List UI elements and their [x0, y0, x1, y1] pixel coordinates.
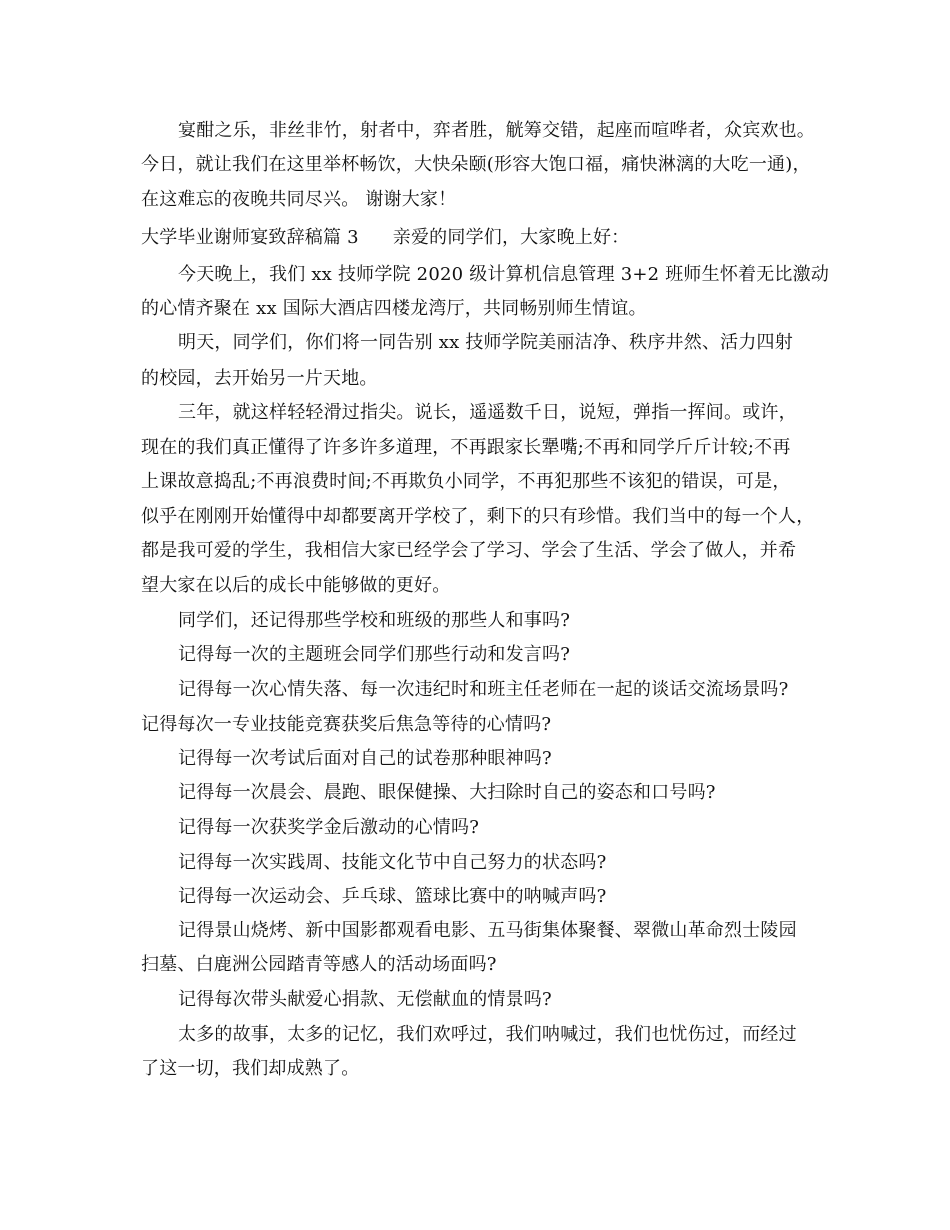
- section-title: 大学毕业谢师宴致辞稿篇 3: [141, 227, 359, 248]
- paragraph-line: 的校园，去开始另一片天地。: [141, 368, 378, 389]
- paragraph-line: 现在的我们真正懂得了许多许多道理，不再跟家长犟嘴;不再和同学斤斤计较;不再: [141, 437, 791, 458]
- paragraph-line: 今天晚上，我们 xx 技师学院 2020 级计算机信息管理 3+2 班师生怀着无比激动: [178, 264, 830, 285]
- paragraph-line: 记得每次一专业技能竞赛获奖后焦急等待的心情吗?: [141, 714, 552, 735]
- paragraph-line: 记得每一次考试后面对自己的试卷那种眼神吗?: [178, 748, 552, 769]
- paragraph-line: 宴酣之乐，非丝非竹，射者中，弈者胜，觥筹交错，起座而喧哗者，众宾欢也。: [178, 120, 815, 141]
- paragraph-line: 的心情齐聚在 xx 国际大酒店四楼龙湾厅，共同畅别师生情谊。: [141, 298, 647, 319]
- paragraph-line: 都是我可爱的学生，我相信大家已经学会了学习、学会了生活、学会了做人，并希: [141, 540, 797, 561]
- section-heading: [141, 226, 629, 250]
- paragraph-line: 了这一切，我们却成熟了。: [141, 1058, 360, 1079]
- paragraph-line: 记得每一次晨会、晨跑、眼保健操、大扫除时自己的姿态和口号吗?: [178, 782, 716, 803]
- paragraph-line: 在这难忘的夜晚共同尽兴。 谢谢大家！: [141, 189, 457, 210]
- paragraph-line: 记得每一次的主题班会同学们那些行动和发言吗?: [178, 644, 571, 665]
- paragraph-line: 记得每一次心情失落、每一次违纪时和班主任老师在一起的谈话交流场景吗?: [178, 679, 789, 700]
- paragraph-line: 记得每次带头献爱心捐款、无偿献血的情景吗?: [178, 989, 552, 1010]
- paragraph-line: 记得每一次获奖学金后激动的心情吗?: [178, 817, 480, 838]
- paragraph-line: 太多的故事，太多的记忆，我们欢呼过，我们呐喊过，我们也忧伤过，而经过: [178, 1024, 797, 1045]
- paragraph-line: 似乎在刚刚开始懂得中却都要离开学校了，剩下的只有珍惜。我们当中的每一个人，: [141, 506, 815, 527]
- paragraph-line: 记得每一次运动会、乒乓球、篮球比赛中的呐喊声吗?: [178, 886, 607, 907]
- paragraph-line: 扫墓、白鹿洲公园踏青等感人的活动场面吗?: [141, 954, 497, 975]
- paragraph-line: 三年，就这样轻轻滑过指尖。说长，遥遥数千日，说短，弹指一挥间。或许，: [178, 402, 797, 423]
- paragraph-line: 记得每一次实践周、技能文化节中自己努力的状态吗?: [178, 852, 607, 873]
- greeting: 亲爱的同学们，大家晚上好：: [392, 227, 630, 248]
- paragraph-line: 今日，就让我们在这里举杯畅饮，大快朵颐(形容大饱口福，痛快淋漓的大吃一通)，: [141, 154, 811, 175]
- paragraph-line: 记得景山烧烤、新中国影都观看电影、五马街集体聚餐、翠微山革命烈士陵园: [178, 920, 797, 941]
- paragraph-line: 同学们，还记得那些学校和班级的那些人和事吗?: [178, 610, 571, 631]
- paragraph-line: 明天，同学们，你们将一同告别 xx 技师学院美丽洁净、秩序井然、活力四射: [178, 332, 793, 353]
- paragraph-line: 上课故意捣乱;不再浪费时间;不再欺负小同学，不再犯那些不该犯的错误，可是，: [141, 471, 791, 492]
- paragraph-line: 望大家在以后的成长中能够做的更好。: [141, 575, 451, 596]
